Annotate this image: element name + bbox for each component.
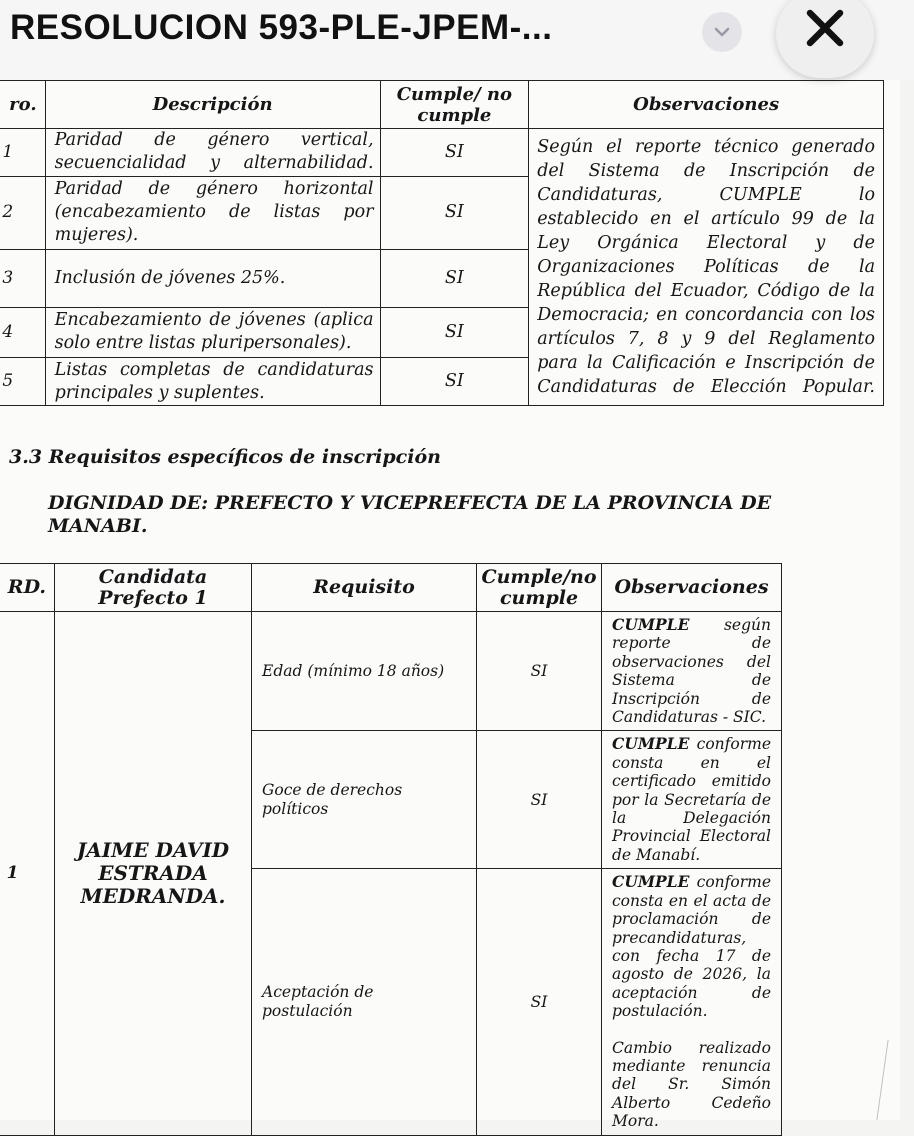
title-dropdown-button[interactable] xyxy=(702,12,742,52)
observaciones-cell: CUMPLE según reporte de observaciones del Sistema de Inscripción de Candidaturas - SIC. xyxy=(602,612,782,731)
close-button[interactable] xyxy=(776,0,874,78)
table-header-row xyxy=(0,564,782,612)
row-number: 5 xyxy=(0,358,45,406)
section-title: 3.3 Requisitos específicos de inscripción xyxy=(9,446,441,468)
compliance-table xyxy=(0,80,884,406)
col-header-no: RD. xyxy=(0,564,55,612)
row-number: 1 xyxy=(0,612,55,1136)
row-description: Encabezamiento de jóvenes (aplica solo entre listas pluripersonales). xyxy=(45,307,380,358)
chevron-down-icon xyxy=(714,26,730,38)
table-header-row xyxy=(0,81,884,129)
col-header-requisito: Requisito xyxy=(252,564,477,612)
requisito-cell: Aceptación de postulación xyxy=(252,869,477,1135)
col-header-observaciones: Observaciones xyxy=(602,564,782,612)
table-row xyxy=(0,129,884,177)
row-description: Inclusión de jóvenes 25%. xyxy=(45,249,380,307)
document-title: RESOLUCION 593-PLE-JPEM-... xyxy=(10,8,553,47)
col-header-cumple: Cumple/no cumple xyxy=(477,564,602,612)
row-cumple: SI xyxy=(380,307,529,358)
table-row xyxy=(0,612,782,731)
close-icon xyxy=(805,8,845,48)
candidate-name: JAIME DAVID ESTRADA MEDRANDA. xyxy=(55,612,252,1136)
col-header-descripcion: Descripción xyxy=(45,81,380,129)
row-number: 2 xyxy=(0,176,45,249)
dignidad-heading: DIGNIDAD DE: PREFECTO Y VICEPREFECTA DE LA PROVINCIA DE MANABI. xyxy=(48,492,772,537)
row-description: Paridad de género horizontal (encabezamiento de listas por mujeres). xyxy=(45,176,380,249)
row-description: Paridad de género vertical, secuencialidad y alternabilidad. xyxy=(45,129,380,177)
cumple-cell: SI xyxy=(477,612,602,731)
cumple-cell: SI xyxy=(477,731,602,869)
row-cumple: SI xyxy=(380,249,529,307)
observaciones-cell: Según el reporte técnico generado del Sistema de Inscripción de Candidaturas, CUMPLE lo establecido en el artículo 99 de la Ley Orgánica Electoral y de Organizaciones Políticas de la República del Ecuador, Código de la Democracia; en concordancia con los artículos 7, 8 y 9 del Reglamento para la Calificación e Inscripción de Candidaturas de Elección Popular. xyxy=(529,129,884,406)
row-number: 1 xyxy=(0,129,45,177)
col-header-candidata: Candidata Prefecto 1 xyxy=(55,564,252,612)
requisito-cell: Edad (mínimo 18 años) xyxy=(252,612,477,731)
col-header-observaciones: Observaciones xyxy=(529,81,884,129)
row-number: 3 xyxy=(0,249,45,307)
requisito-cell: Goce de derechos políticos xyxy=(252,731,477,869)
observaciones-cell: CUMPLE conforme consta en el acta de proclamación de precandidaturas, con fecha 17 de agosto de 2026, la aceptación de postulación. Cambio realizado mediante renuncia del Sr. Simón Alberto Cedeño Mora. xyxy=(602,869,782,1135)
requirements-table xyxy=(0,563,782,1136)
row-number: 4 xyxy=(0,307,45,358)
observaciones-cell: CUMPLE conforme consta en el certificado emitido por la Secretaría de la Delegación Provincial Electoral de Manabí. xyxy=(602,731,782,869)
observaciones-note: Cambio realizado mediante renuncia del Sr. Simón Alberto Cedeño Mora. xyxy=(612,1038,771,1131)
col-header-no: ro. xyxy=(0,81,45,129)
row-cumple: SI xyxy=(380,176,529,249)
row-cumple: SI xyxy=(380,129,529,177)
col-header-cumple: Cumple/ no cumple xyxy=(380,81,529,129)
row-description: Listas completas de candidaturas principales y suplentes. xyxy=(45,358,380,406)
cumple-cell: SI xyxy=(477,869,602,1135)
row-cumple: SI xyxy=(380,358,529,406)
viewer-header xyxy=(0,0,914,80)
